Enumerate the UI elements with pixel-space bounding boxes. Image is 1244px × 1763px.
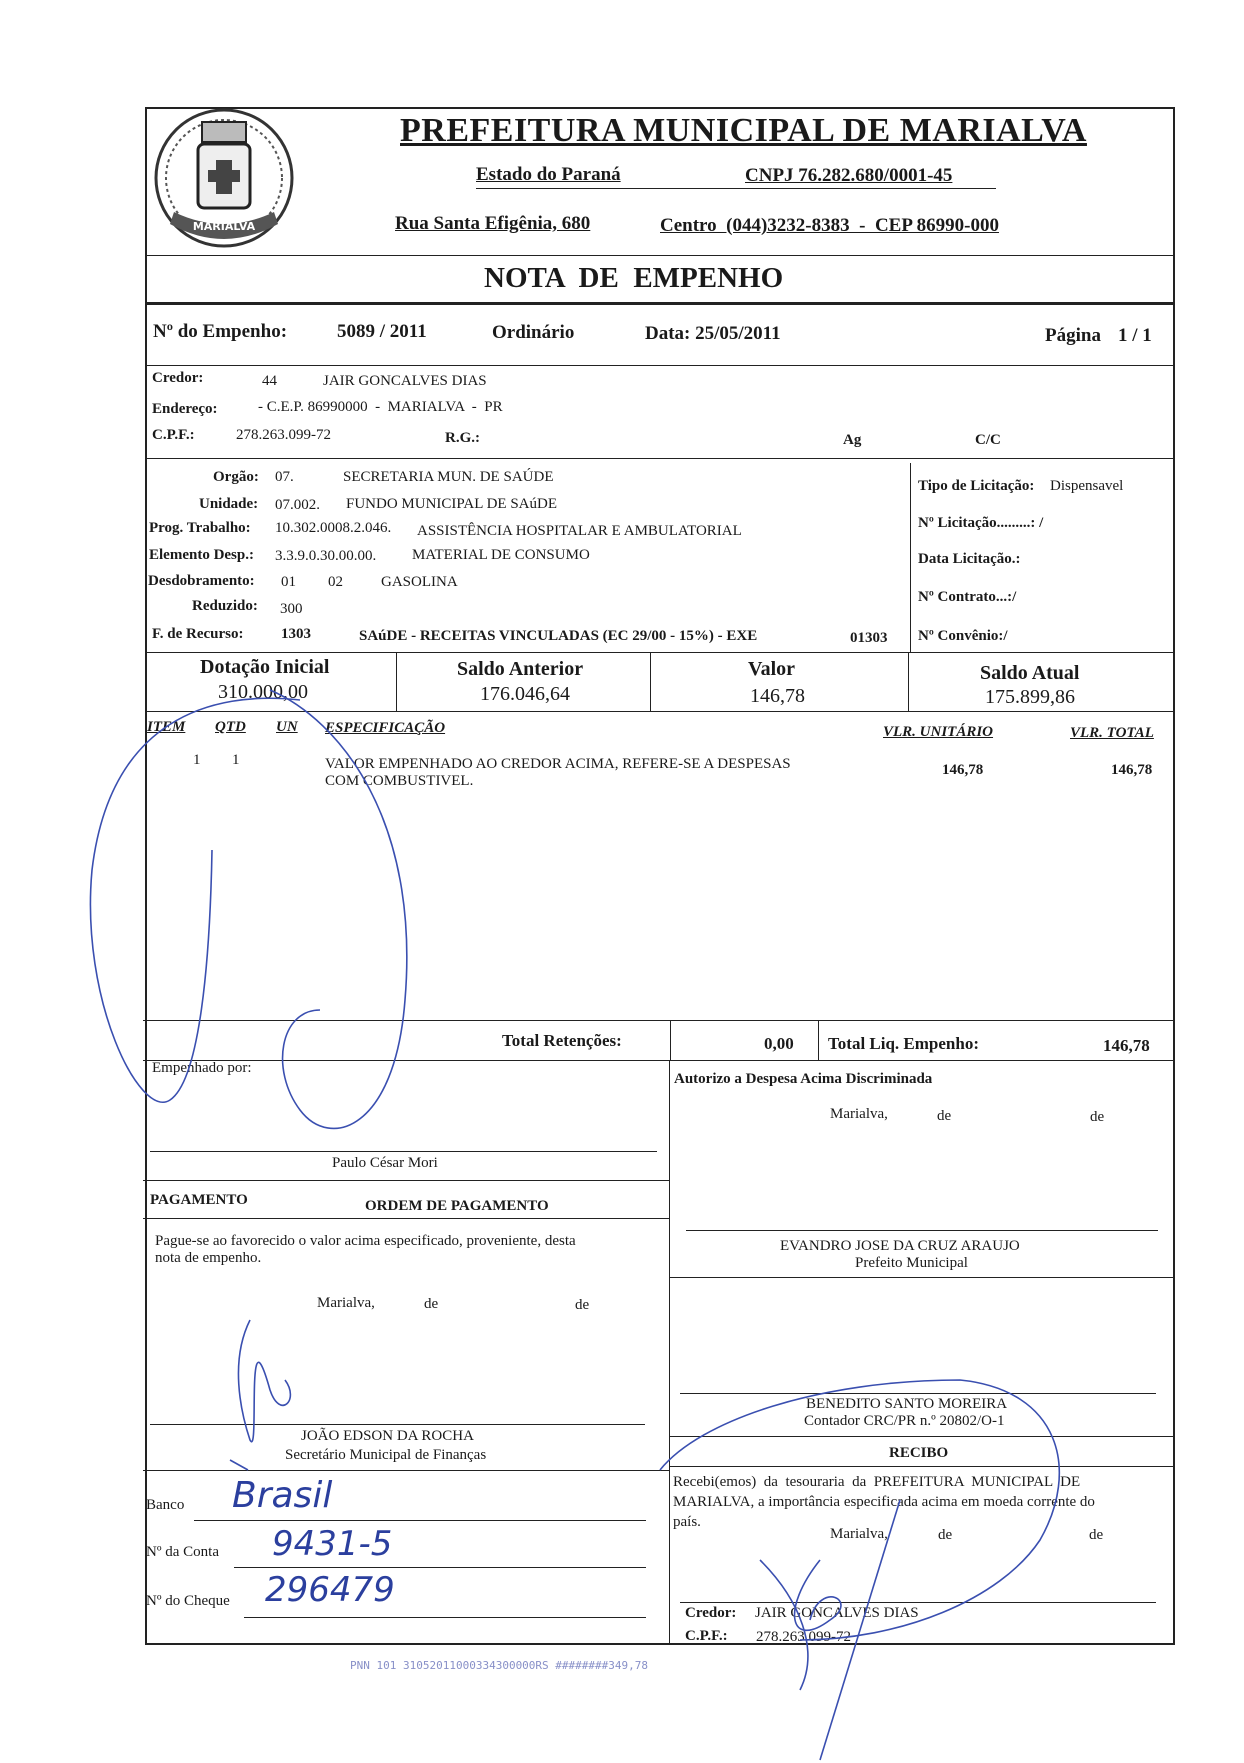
recibo-text-1: Recebi(emos) da tesouraria da PREFEITURA MUNICIPAL DE <box>673 1474 1081 1490</box>
banco-handwritten: Brasil <box>232 1475 333 1516</box>
empenhado-name: Paulo César Mori <box>332 1155 438 1171</box>
col-especificacao: ESPECIFICAÇÃO <box>325 720 446 736</box>
saldo-anterior-value: 176.046,64 <box>480 683 570 705</box>
prefeito-name: EVANDRO JOSE DA CRUZ ARAUJO <box>780 1238 1020 1254</box>
empenho-date: Data: 25/05/2011 <box>645 323 781 344</box>
prefeito-role: Prefeito Municipal <box>855 1255 968 1271</box>
recibo-text-3: país. <box>673 1514 701 1530</box>
col-item: ITEM <box>147 719 186 735</box>
banco-label: Banco <box>146 1497 185 1513</box>
prog-name: ASSISTÊNCIA HOSPITALAR E AMBULATORIAL <box>417 523 742 539</box>
row-item: 1 <box>193 752 201 768</box>
credor-label: Credor: <box>152 370 204 386</box>
total-retencoes-label: Total Retenções: <box>502 1031 622 1050</box>
contador-role: Contador CRC/PR n.º 20802/O-1 <box>804 1413 1005 1429</box>
valor-label: Valor <box>748 658 796 680</box>
fonte-code: 1303 <box>281 626 311 642</box>
endereco-label: Endereço: <box>152 401 218 417</box>
autorizo-place: Marialva, <box>830 1106 888 1122</box>
page-number: 1 / 1 <box>1118 325 1152 346</box>
desdobramento-a: 01 <box>281 574 296 590</box>
document-title: NOTA DE EMPENHO <box>484 262 784 294</box>
tipo-licitacao-label: Tipo de Licitação: <box>918 478 1035 494</box>
empenho-number: 5089 / 2011 <box>337 321 427 342</box>
unidade-label: Unidade: <box>199 496 259 512</box>
conta-handwritten: 9431-5 <box>272 1524 393 1564</box>
empenhado-label: Empenhado por: <box>152 1060 252 1076</box>
numero-licitacao: Nº Licitação.........: / <box>918 515 1044 531</box>
col-qtd: QTD <box>215 719 246 735</box>
unidade-name: FUNDO MUNICIPAL DE SAúDE <box>346 496 557 512</box>
recibo-credor-value: JAIR GONCALVES DIAS <box>755 1605 919 1621</box>
row-qtd: 1 <box>232 752 240 768</box>
valor-value: 146,78 <box>750 685 805 707</box>
recibo-cpf-value: 278.263.099-72 <box>756 1629 851 1645</box>
recibo-cpf-label: C.P.F.: <box>685 1628 728 1644</box>
col-un: UN <box>276 719 298 735</box>
autorizo-de2: de <box>1090 1109 1105 1125</box>
pagamento-de2: de <box>575 1297 590 1313</box>
pagamento-place: Marialva, <box>317 1295 375 1311</box>
desdobramento-b: 02 <box>328 574 343 590</box>
recibo-place: Marialva, <box>830 1526 888 1542</box>
total-liquido-value: 146,78 <box>1103 1036 1150 1055</box>
dotacao-label: Dotação Inicial <box>200 656 330 678</box>
pagamento-label: PAGAMENTO <box>150 1192 248 1208</box>
street-address: Rua Santa Efigênia, 680 <box>395 213 591 234</box>
secretario-role: Secretário Municipal de Finanças <box>285 1447 487 1463</box>
row-valor-total: 146,78 <box>1111 762 1153 778</box>
pagamento-text-2: nota de empenho. <box>155 1250 262 1266</box>
municipal-crest <box>150 104 298 252</box>
col-valor-total: VLR. TOTAL <box>1070 725 1154 741</box>
prog-code: 10.302.0008.2.046. <box>275 520 392 536</box>
footer-code: PNN 101 31052011000334300000RS ########349,78 <box>350 1659 649 1672</box>
cheque-label: Nº do Cheque <box>146 1593 230 1609</box>
orgao-code: 07. <box>275 469 294 485</box>
desdobramento-name: GASOLINA <box>381 574 458 590</box>
endereco-value: - C.E.P. 86990000 - MARIALVA - PR <box>258 399 503 415</box>
unidade-code: 07.002. <box>275 497 320 513</box>
cpf-value: 278.263.099-72 <box>236 427 331 443</box>
ag-label: Ag <box>843 432 862 448</box>
elemento-name: MATERIAL DE CONSUMO <box>412 547 590 563</box>
reduzido-value: 300 <box>280 601 303 617</box>
address-details: Centro (044)3232-8383 - CEP 86990-000 <box>660 215 999 236</box>
recibo-text-2: MARIALVA, a importância especificada acima em moeda corrente do <box>673 1494 1095 1510</box>
empenho-label: Nº do Empenho: <box>153 321 288 342</box>
credor-code: 44 <box>262 373 277 389</box>
orgao-label: Orgão: <box>213 469 259 485</box>
row-spec-line1: VALOR EMPENHADO AO CREDOR ACIMA, REFERE-SE A DESPESAS <box>325 756 791 772</box>
rg-label: R.G.: <box>445 430 480 446</box>
contador-name: BENEDITO SANTO MOREIRA <box>806 1396 1008 1412</box>
cpf-label: C.P.F.: <box>152 427 195 443</box>
saldo-atual-label: Saldo Atual <box>980 662 1080 684</box>
col-valor-unitario: VLR. UNITÁRIO <box>883 724 994 740</box>
numero-convenio: Nº Convênio:/ <box>918 628 1008 644</box>
crest-text: MARIALVA <box>192 220 256 233</box>
data-licitacao: Data Licitação.: <box>918 551 1021 567</box>
tipo-licitacao-value: Dispensavel <box>1050 478 1124 494</box>
state-name: Estado do Paraná <box>476 164 621 185</box>
row-valor-unitario: 146,78 <box>942 762 984 778</box>
cnpj: CNPJ 76.282.680/0001-45 <box>745 165 953 186</box>
secretario-name: JOÃO EDSON DA ROCHA <box>301 1428 474 1444</box>
orgao-name: SECRETARIA MUN. DE SAÚDE <box>343 469 554 485</box>
dotacao-value: 310.000,00 <box>218 681 308 703</box>
saldo-anterior-label: Saldo Anterior <box>457 658 584 680</box>
elemento-label: Elemento Desp.: <box>149 547 254 563</box>
autorizo-de1: de <box>937 1108 952 1124</box>
empenho-type: Ordinário <box>492 322 575 343</box>
ordem-pagamento-label: ORDEM DE PAGAMENTO <box>365 1198 549 1214</box>
autorizo-label: Autorizo a Despesa Acima Discriminada <box>674 1071 933 1087</box>
saldo-atual-value: 175.899,86 <box>985 686 1075 708</box>
prog-label: Prog. Trabalho: <box>149 520 251 536</box>
recibo-credor-label: Credor: <box>685 1605 737 1621</box>
numero-contrato: Nº Contrato...:/ <box>918 589 1017 605</box>
page-label: Página <box>1045 325 1101 346</box>
recibo-title: RECIBO <box>889 1445 949 1461</box>
pagamento-de1: de <box>424 1296 439 1312</box>
elemento-code: 3.3.9.0.30.00.00. <box>275 548 377 564</box>
reduzido-label: Reduzido: <box>192 598 258 614</box>
recibo-de1: de <box>938 1527 953 1543</box>
fonte-label: F. de Recurso: <box>152 626 244 642</box>
pagamento-text-1: Pague-se ao favorecido o valor acima especificado, proveniente, desta <box>155 1233 576 1249</box>
desdobramento-label: Desdobramento: <box>148 573 255 589</box>
total-liquido-label: Total Liq. Empenho: <box>828 1034 979 1053</box>
fonte-name: SAúDE - RECEITAS VINCULADAS (EC 29/00 - 15%) - EXE <box>359 628 758 644</box>
row-spec-line2: COM COMBUSTIVEL. <box>325 773 474 789</box>
cheque-handwritten: 296479 <box>265 1570 395 1610</box>
page-title: PREFEITURA MUNICIPAL DE MARIALVA <box>400 112 1087 149</box>
fonte-number: 01303 <box>850 630 888 646</box>
conta-label: Nº da Conta <box>146 1544 219 1560</box>
recibo-de2: de <box>1089 1527 1104 1543</box>
total-retencoes-value: 0,00 <box>764 1034 794 1053</box>
credor-name: JAIR GONCALVES DIAS <box>323 373 487 389</box>
cc-label: C/C <box>975 432 1001 448</box>
